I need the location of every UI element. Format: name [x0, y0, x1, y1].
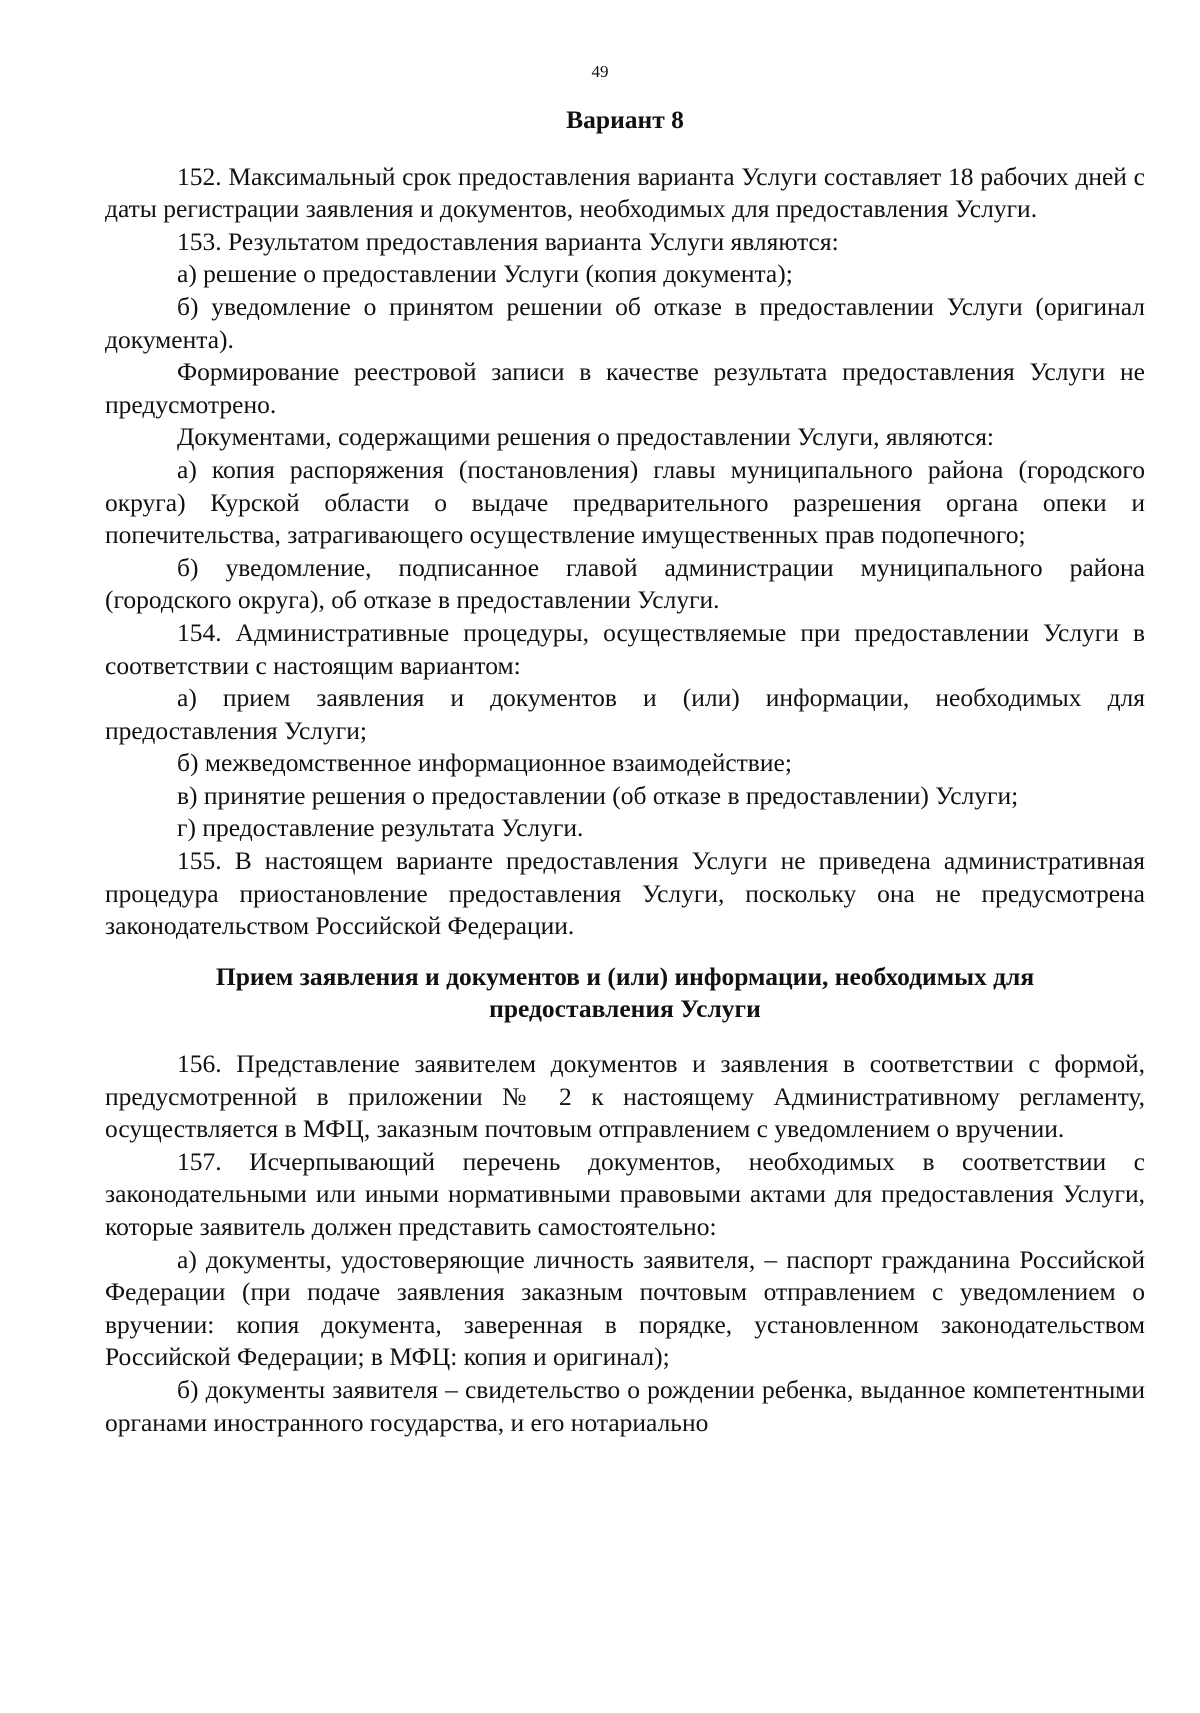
section-heading: [105, 961, 1145, 1026]
document-title: Вариант 8: [566, 105, 684, 134]
paragraph: 153. Результатом предоставления варианта Услуги являются:: [177, 226, 839, 256]
paragraph: 154. Административные процедуры, осуществляемые при предоставлении Услуги в соответствии с настоящим вариантом:: [105, 617, 1145, 680]
page-number: 49: [591, 62, 609, 81]
section-heading-line: Прием заявления и документов и (или) информации, необходимых для: [215, 961, 1035, 991]
paragraph: а) прием заявления и документов и (или) информации, необходимых для предоставления Услуги;: [105, 683, 1145, 745]
paragraph: а) документы, удостоверяющие личность заявителя, – паспорт гражданина Российской Федерации (при подаче заявления заказным почтовым отправлением с уведомлением о вручении: копия документа, заверенная в порядке, установленном законодательством Российской Федерации; в МФЦ: копия и оригинал);: [105, 1244, 1145, 1372]
paragraph: а) решение о предоставлении Услуги (копия документа);: [177, 259, 793, 289]
paragraph: 156. Представление заявителем документов и заявления в соответствии с формой, предусмотренной в приложении № 2 к настоящему Административному регламенту, осуществляется в МФЦ, заказным почтовым отправлением с уведомлением о вручении.: [105, 1049, 1145, 1144]
paragraph: б) уведомление о принятом решении об отказе в предоставлении Услуги (оригинал документа).: [105, 291, 1145, 354]
paragraph: 157. Исчерпывающий перечень документов, необходимых в соответствии с законодательными или иными нормативными правовыми актами для предоставления Услуги, которые заявитель должен представить самостоятельно:: [105, 1146, 1145, 1241]
paragraph: Документами, содержащими решения о предоставлении Услуги, являются:: [177, 422, 995, 452]
paragraph: г) предоставление результата Услуги.: [177, 813, 584, 843]
document-body: [105, 104, 1145, 1439]
paragraph: б) уведомление, подписанное главой администрации муниципального района (городского округа), об отказе в предоставлении Услуги.: [105, 552, 1145, 615]
paragraph: б) документы заявителя – свидетельство о рождении ребенка, выданное компетентными органами иностранного государства, и его нотариально: [105, 1374, 1145, 1437]
paragraph: б) межведомственное информационное взаимодействие;: [177, 748, 792, 778]
paragraph: 152. Максимальный срок предоставления варианта Услуги составляет 18 рабочих дней с даты регистрации заявления и документов, необходимых для предоставления Услуги.: [105, 161, 1145, 224]
paragraph-group-1: [105, 161, 1145, 943]
section-heading-line: предоставления Услуги: [489, 994, 761, 1024]
paragraph-group-2: [105, 1048, 1145, 1439]
paragraph: в) принятие решения о предоставлении (об отказе в предоставлении) Услуги;: [177, 780, 1019, 810]
paragraph: 155. В настоящем варианте предоставления Услуги не приведена административная процедура приостановление предоставления Услуги, поскольку она не предусмотрена законодательством Российской Федерации.: [105, 846, 1145, 941]
paragraph: Формирование реестровой записи в качестве результата предоставления Услуги не предусмотрено.: [105, 357, 1145, 419]
paragraph: а) копия распоряжения (постановления) главы муниципального района (городского округа) Курской области о выдаче предварительного разрешения органа опеки и попечительства, затрагивающего осуществление имущественных прав подопечного;: [105, 454, 1145, 550]
